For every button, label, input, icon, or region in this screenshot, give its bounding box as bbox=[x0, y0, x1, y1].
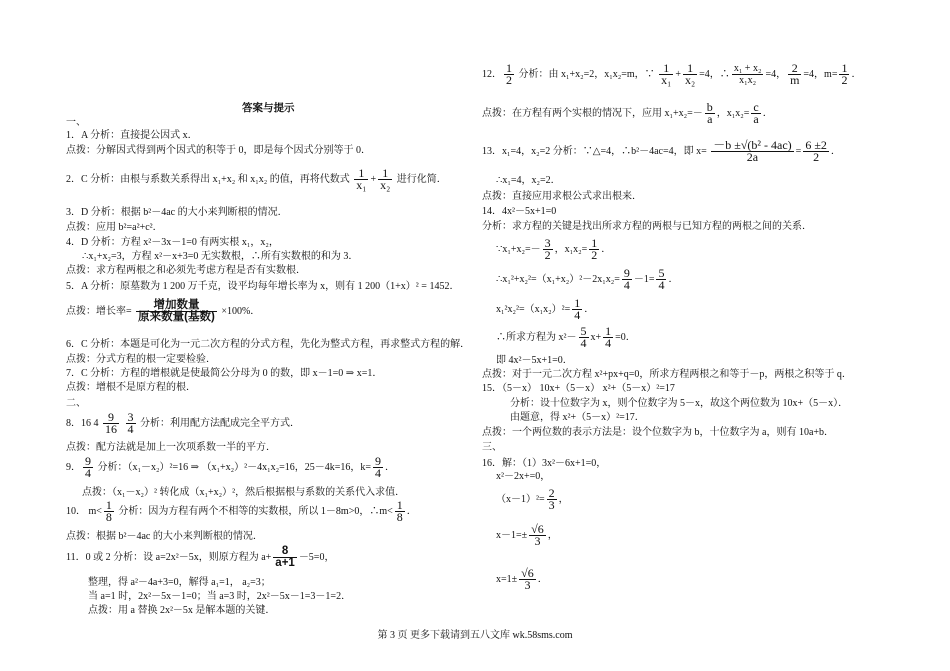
answer-14-equation-tail: =0． bbox=[615, 331, 636, 343]
answer-3: 3．D 分析：根据 b²－4ac 的大小来判断根的情况． bbox=[66, 207, 288, 218]
hint-15: 点拨：一个两位数的表示方法是：设个位数字为 b，十位数字为 a，则有 10a+b． bbox=[482, 427, 835, 438]
answer-14-product-text: x₁²x₂²=（x₁x₂）²= bbox=[496, 303, 571, 315]
answer-11-line2: 整理，得 a²－4a+3=0，解得 a₁=1， a₂=3； bbox=[88, 577, 271, 588]
answer-14-equation-mid: x+ bbox=[590, 331, 602, 343]
fraction-9-4-b: $\frac{9}{4}$ bbox=[375, 454, 381, 480]
fraction-sum-product: $\frac{\text{x₁ + x₂}}{\text{x₁x₂}}$ bbox=[733, 63, 762, 86]
answer-9-text: 分析：（x₁－x₂）²=16 ⇒ （x₁+x₂）²－4x₁x₂=16，25－4k=16，k= bbox=[97, 461, 371, 473]
expression-fraction-2: $\frac{1}{\text{x₂}}$ bbox=[380, 166, 391, 192]
section-two-heading: 二、 bbox=[66, 398, 86, 409]
answer-16-step1: x²－2x+=0， bbox=[496, 471, 551, 482]
fraction-3-2: $\frac{3}{2}$ bbox=[544, 236, 551, 262]
hint-4: 点拨：求方程两根之和必须先考虑方程是否有实数根． bbox=[66, 265, 306, 276]
answer-9: 9． $\frac{9}{4}$ 分析：（x₁－x₂）²=16 ⇒ （x₁+x₂）²－4x₁x₂=16，25－4k=16，k= $\frac{9}{4}$ ． bbox=[66, 454, 395, 480]
answer-14-equation bbox=[496, 326, 636, 349]
answer-15-analysis: 分析：设十位数字为 x，则个位数字为 5－x，故这个两位数为 10x+（5－x）． bbox=[510, 398, 849, 409]
answer-4: 4．D 分析：方程 x²－3x－1=0 有两实根 x₁，x₂， bbox=[66, 237, 279, 248]
answer-14-result: 即 4x²－5x+1=0． bbox=[496, 355, 573, 366]
hint-12-text: 点拨：在方程有两个实根的情况下，应用 x₁+x₂=－ bbox=[482, 107, 703, 119]
fraction-1-4: $\frac{1}{4}$ bbox=[574, 296, 581, 322]
answer-14-product: x₁²x₂²=（x₁x₂）²= $\frac{1}{4}$ ． bbox=[496, 296, 595, 322]
answer-15: 15．（5－x） 10x+（5－x） x²+（5－x）²=17 bbox=[482, 383, 675, 394]
answer-2-tail: 进行化简． bbox=[396, 173, 447, 185]
hint-8: 点拨：配方法就是加上一次项系数一半的平方． bbox=[66, 442, 276, 453]
answer-15-equation: 由题意，得 x²+（5－x）²=17． bbox=[510, 412, 645, 423]
fraction-3-4: $\frac{3}{4}$ bbox=[127, 410, 134, 436]
hint-3: 点拨：应用 b²=a²+c²． bbox=[66, 222, 163, 233]
expression-fraction: $\frac{1}{\text{x₁}}$ bbox=[356, 166, 367, 192]
answer-14-squares: ∴x₁²+x₂²=（x₁+x₂）²－2x₁x₂= $\frac{9}{4}$ －1= $\frac{5}{4}$ ． bbox=[496, 266, 679, 292]
answer-14-squares-text: ∴x₁²+x₂²=（x₁+x₂）²－2x₁x₂= bbox=[496, 273, 620, 285]
answer-14-equation-text: ∴所求方程为 x²－ bbox=[496, 331, 577, 343]
hint-12-text-2: ，x₁x₂= bbox=[716, 107, 750, 119]
answer-11-line3: 当 a=1 时，2x²－5x－1=0；当 a=3 时，2x²－5x－1=3－1=2． bbox=[88, 591, 352, 602]
answer-16-step2-text: （x－1）²= bbox=[496, 493, 545, 505]
page-footer: 第 3 页 更多下载请到五八文库 wk.58sms.com bbox=[377, 630, 573, 641]
answer-2-text: 2．C 分析：由根与系数关系得出 x₁+x₂ 和 x₁x₂ 的值，再将代数式 bbox=[66, 173, 350, 185]
answer-8 bbox=[66, 412, 300, 435]
answer-16-step4: x=1± $\frac{√6}{3}$ ． bbox=[496, 566, 548, 592]
answer-14-analysis: 分析：求方程的关键是找出所求方程的两根与已知方程的两根之间的关系． bbox=[482, 221, 812, 232]
hint-7: 点拨：增根不是原方程的根． bbox=[66, 382, 196, 393]
hint-13: 点拨：直接应用求根公式求出根来． bbox=[482, 191, 642, 202]
answer-16-step4-text: x=1± bbox=[496, 573, 518, 585]
answer-4-line2: ∴x₁+x₂=3，方程 x²－x+3=0 无实数根，∴所有实数根的和为 3． bbox=[82, 251, 359, 262]
answer-13-line2: ∴x₁=4，x₂=2． bbox=[496, 175, 561, 186]
answer-16-step3-text: x－1=± bbox=[496, 529, 528, 541]
answer-5: 5．A 分析：原墓数为 1 200 万千克，设平均每年增长率为 x，则有 1 200（1+x）² = 1452． bbox=[66, 281, 460, 292]
answer-10-text: 分析：因为方程有两个不相等的实数根，所以 1－8m>0，∴m< bbox=[118, 505, 393, 517]
answer-12-text: 分析：由 x₁+x₂=2，x₁x₂=m，∵ bbox=[518, 68, 655, 80]
fraction-9-4: $\frac{9}{4}$ bbox=[85, 454, 91, 480]
answer-2: 2．C 分析：由根与系数关系得出 x₁+x₂ 和 x₁x₂ 的值，再将代数式 $\frac{1}{\text{x₁}}$ + $\frac{1}{\text{x₂}}$ 进行化简． bbox=[66, 166, 447, 192]
fraction-5-4-b: $\frac{5}{4}$ bbox=[580, 324, 587, 350]
answer-14: 14．4x²－5x+1=0 bbox=[482, 206, 557, 217]
hint-12: 点拨：在方程有两个实根的情况下，应用 x₁+x₂=－ $\frac{b}{a}$ ，x₁x₂= $\frac{c}{a}$ ． bbox=[482, 100, 773, 126]
page-title: 答案与提示 bbox=[242, 102, 295, 114]
fraction-1-2: $\frac{1}{2}$ bbox=[506, 61, 512, 87]
answer-7: 7．C 分析：方程的增根就是使最简公分母为 0 的数，即 x－1=0 ⇒ x=1． bbox=[66, 368, 383, 379]
fraction-c-a: $\frac{c}{a}$ bbox=[753, 100, 759, 126]
answer-14-squares-tail: －1= bbox=[633, 273, 655, 285]
answer-11-tail: －5=0， bbox=[298, 551, 335, 563]
fraction-1-x2: $\frac{1}{\text{x₂}}$ bbox=[684, 61, 696, 87]
answer-16-step3: x－1=± $\frac{√6}{3}$ ， bbox=[496, 522, 558, 548]
fraction-1-4-b: $\frac{1}{4}$ bbox=[605, 324, 612, 350]
answer-14-prod-text: ，x₁x₂= bbox=[554, 243, 588, 255]
fraction-b-a: $\frac{b}{a}$ bbox=[706, 100, 713, 126]
fraction-5-4: $\frac{5}{4}$ bbox=[658, 266, 665, 292]
hint-9: 点拨：（x₁－x₂）² 转化成（x₁+x₂）²，然后根据根与系数的关系代入求值． bbox=[82, 487, 406, 498]
fraction-1-2-c: $\frac{1}{2}$ bbox=[591, 236, 598, 262]
fraction-6pm2-2: $\frac{6 \pm 2}{2}$ bbox=[805, 138, 827, 164]
answer-13: 13．x₁=4，x₂=2 分析：∵△=4，∴b²－4ac=4，即 x= $\frac{\text{－b ±√(b² - 4ac)}}{2a}$ = $\frac{6 \pm 2}{2}$ ． bbox=[482, 138, 841, 164]
answer-14-sum-text: ∵x₁+x₂=－ bbox=[496, 243, 541, 255]
answer-16-step2: （x－1）²= $\frac{2}{3}$ ， bbox=[496, 486, 569, 512]
growth-rate-fraction: $\frac{\text{增加数量}}{\text{原来数量(基数)}}$ bbox=[138, 299, 215, 323]
answer-8-tail: 分析：利用配方法配成完全平方式． bbox=[140, 417, 300, 429]
answer-6: 6．C 分析：本题是可化为一元二次方程的分式方程，先化为整式方程，再求整式方程的解． bbox=[66, 339, 471, 350]
answer-11-text: 11．0 或 2 分析：设 a=2x²－5x，则原方程为 a+ bbox=[66, 551, 272, 563]
fraction-1-8: $\frac{1}{8}$ bbox=[105, 498, 112, 524]
answer-12: 12． $\frac{1}{2}$ 分析：由 x₁+x₂=2，x₁x₂=m，∵ $\frac{1}{\text{x₁}}$ + $\frac{1}{\text{x₂}}$ =4，∴ $\frac{\text{x₁ + x₂}}{\text{x₁x₂}}$ =4， $\frac{2}{m}$ =4，m= $\frac{1}{2}$ ． bbox=[482, 61, 862, 87]
fraction-1-x1: $\frac{1}{\text{x₁}}$ bbox=[661, 61, 672, 87]
fraction-sqrt6-3: $\frac{√6}{3}$ bbox=[531, 522, 544, 548]
fraction-1-8-b: $\frac{1}{8}$ bbox=[396, 498, 403, 524]
hint-14: 点拨：对于一元二次方程 x²+px+q=0，所求方程两根之和等于－p，两根之积等于 q． bbox=[482, 369, 852, 380]
fraction-8-a1: $\frac{8}{a+1}$ bbox=[275, 545, 295, 569]
fraction-2-3: $\frac{2}{3}$ bbox=[548, 486, 555, 512]
quadratic-formula: $\frac{\text{－b ±√(b² - 4ac)}}{2a}$ bbox=[713, 138, 792, 164]
fraction-2-m: $\frac{2}{m}$ bbox=[790, 61, 800, 87]
section-one-heading: 一、 bbox=[66, 117, 86, 128]
answer-10: 10． m< $\frac{1}{8}$ 分析：因为方程有两个不相等的实数根，所以 1－8m>0，∴m< $\frac{1}{8}$ ． bbox=[66, 498, 417, 524]
hint-1: 点拨：分解因式得到两个因式的积等于 0，即是每个因式分别等于 0． bbox=[66, 145, 371, 156]
answer-8-text: 8．16 4 bbox=[66, 417, 99, 429]
hint-5-text: 点拨：增长率= bbox=[66, 305, 132, 317]
answer-12-text-2: =4，∴ bbox=[699, 68, 730, 80]
hint-10: 点拨：根据 b²－4ac 的大小来判断根的情况． bbox=[66, 531, 263, 542]
fraction-sqrt6-3-b: $\frac{√6}{3}$ bbox=[521, 566, 534, 592]
hint-6: 点拨：分式方程的根一定要检验． bbox=[66, 354, 216, 365]
answer-1: 1．A 分析：直接提公因式 x． bbox=[66, 130, 198, 141]
fraction-9-4-c: $\frac{9}{4}$ bbox=[623, 266, 630, 292]
answer-11 bbox=[66, 546, 334, 569]
answer-12-text-3: =4， bbox=[765, 68, 787, 80]
hint-11: 点拨：用 a 替换 2x²－5x 是解本题的关键． bbox=[88, 605, 276, 616]
hint-5-tail: ×100%． bbox=[221, 305, 261, 317]
section-three-heading: 三、 bbox=[482, 442, 502, 453]
answer-12-text-4: =4，m= bbox=[803, 68, 838, 80]
fraction-1-2-b: $\frac{1}{2}$ bbox=[841, 61, 848, 87]
answer-13-text: 13．x₁=4，x₂=2 分析：∵△=4，∴b²－4ac=4，即 x= bbox=[482, 145, 707, 157]
fraction-9-16: $\frac{9}{16}$ bbox=[105, 410, 117, 436]
answer-16: 16．解：（1）3x²－6x+1=0， bbox=[482, 458, 607, 469]
answer-14-sum: ∵x₁+x₂=－ $\frac{3}{2}$ ，x₁x₂= $\frac{1}{2}$ ． bbox=[496, 236, 612, 262]
hint-5 bbox=[66, 300, 260, 323]
